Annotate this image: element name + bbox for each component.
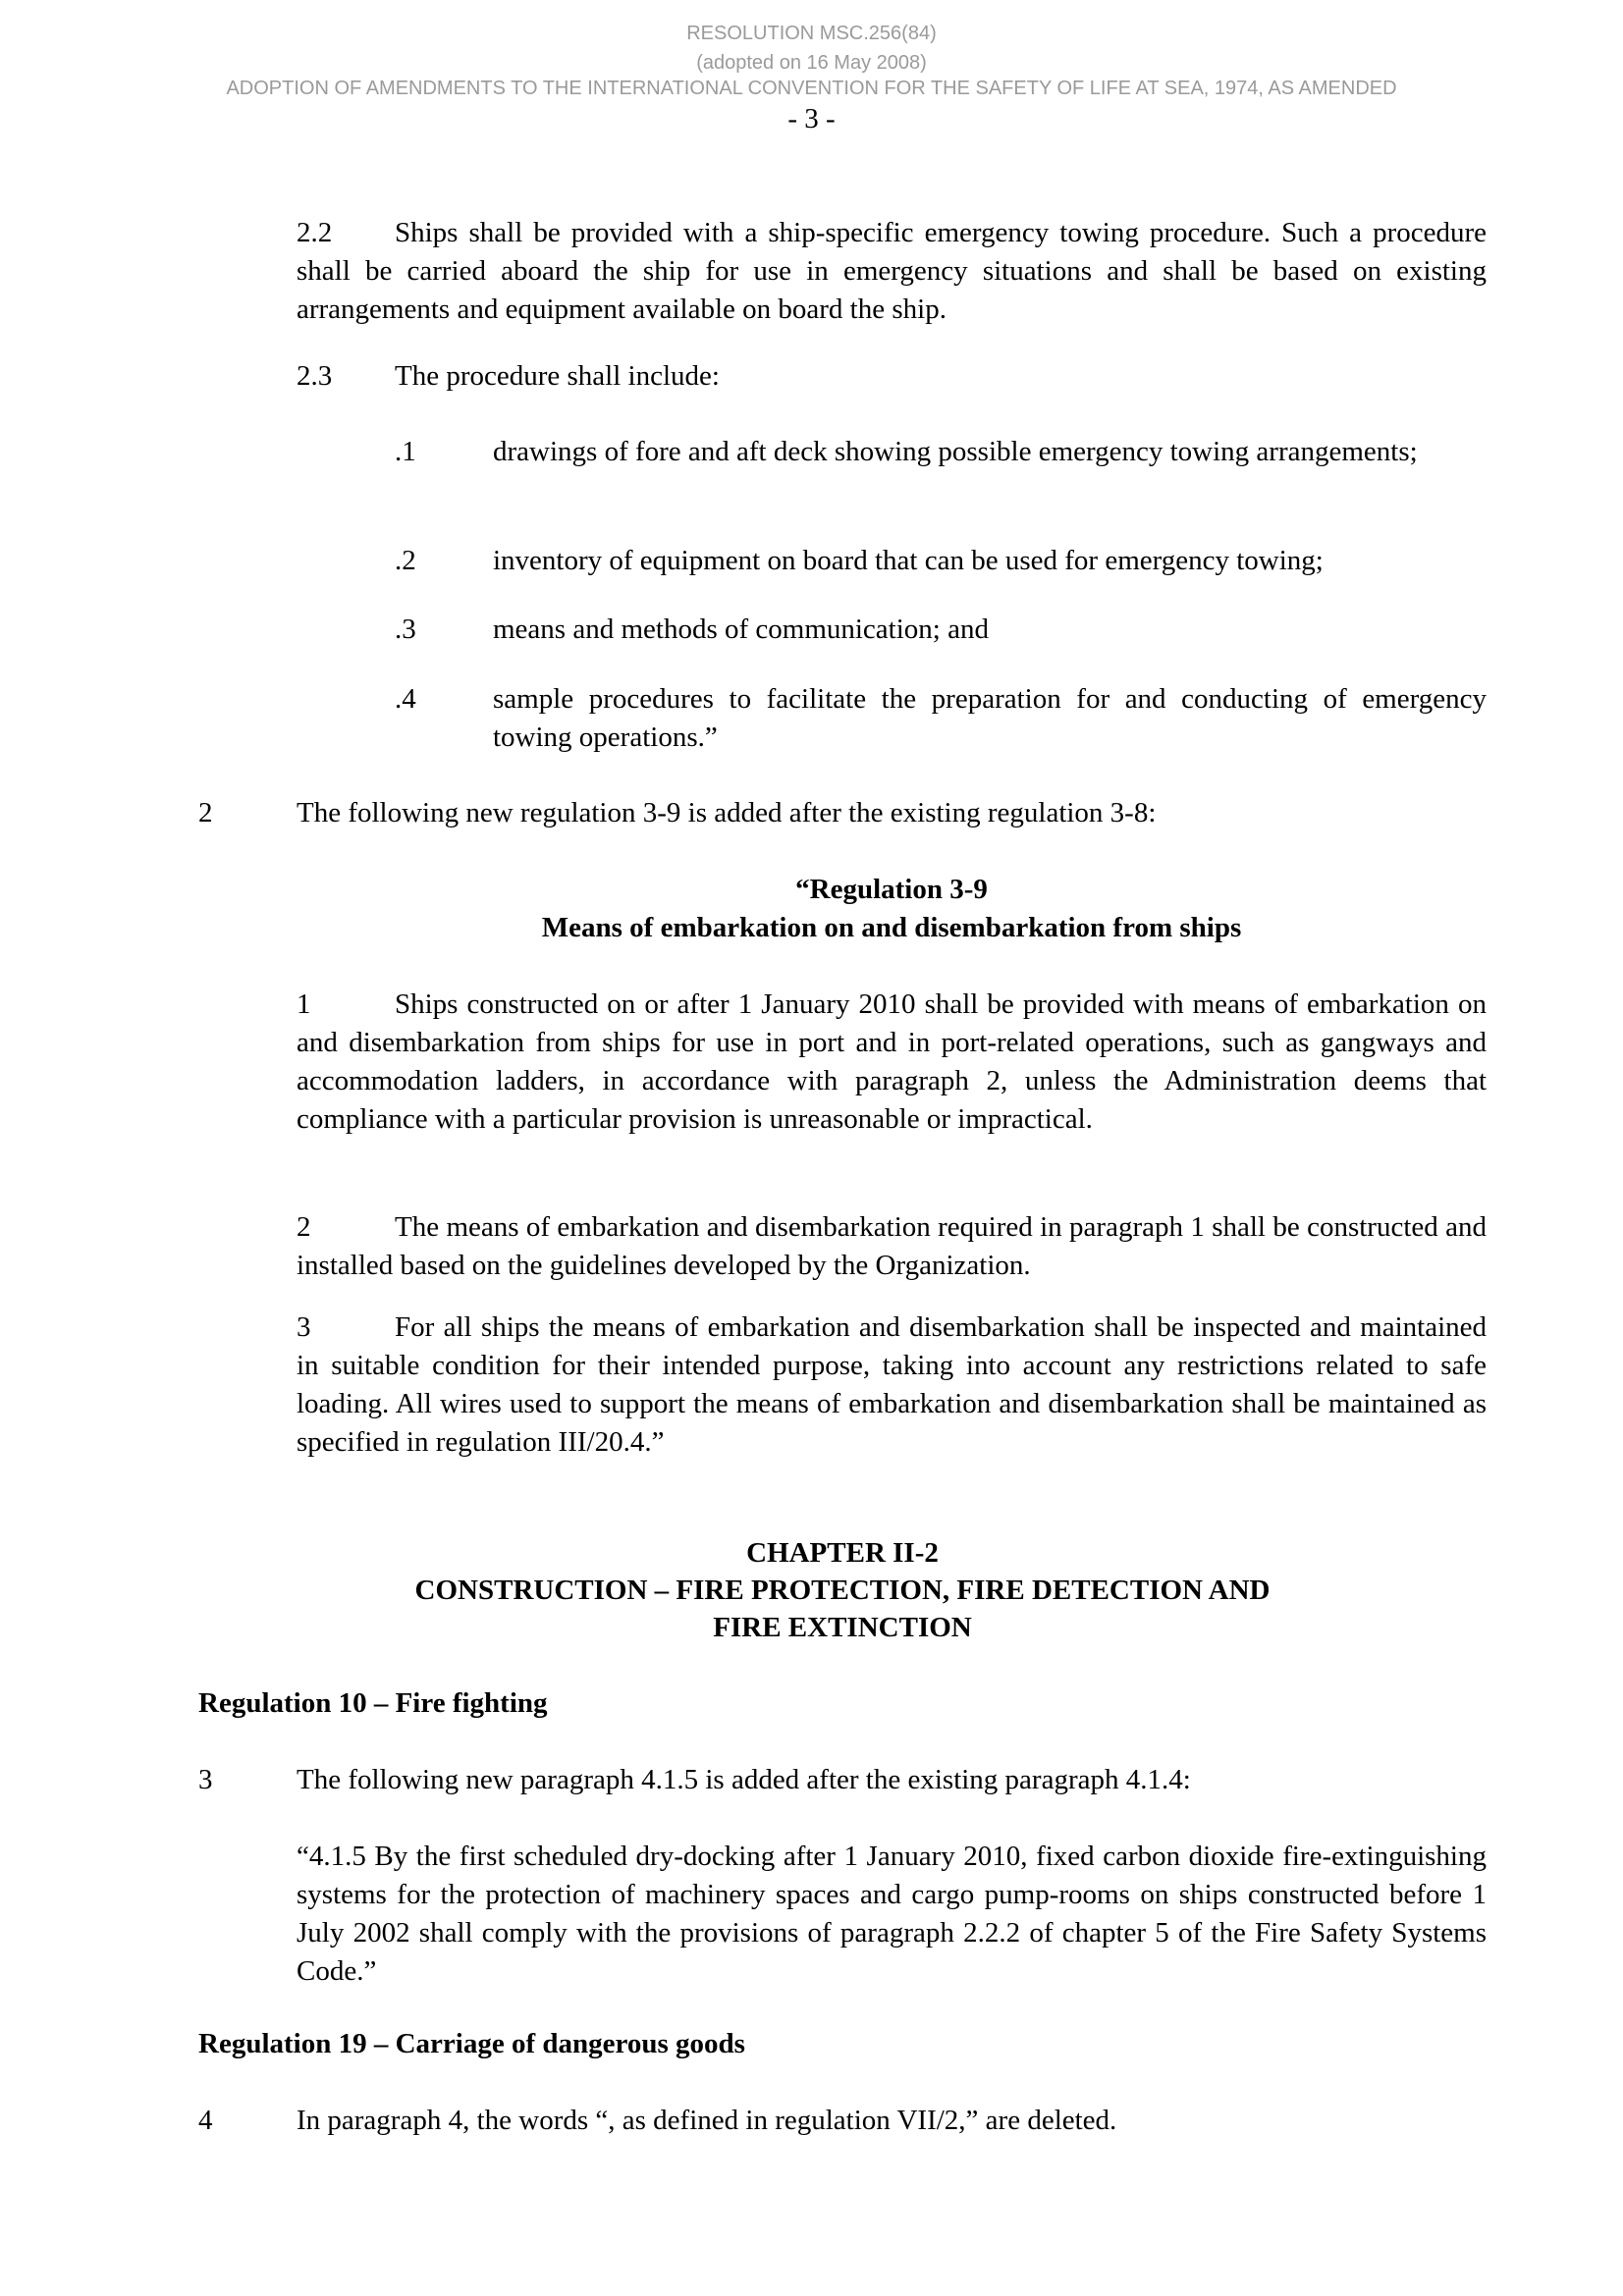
paragraph-text: Ships constructed on or after 1 January 2010 shall be provided with means of embarkation on and disembarkation from ships for use in port and in port-related operations, such as gangways and accommodation ladders, in accordance with paragraph 2, unless the Administration deems that compliance with a particular provision is unreasonable or impractical. (297, 988, 1487, 1135)
amendment-4 (198, 2102, 1487, 2140)
list-item-text: inventory of equipment on board that can be used for emergency towing; (493, 545, 1324, 576)
regulation-3-9-paragraph-2 (297, 1208, 1487, 1285)
regulation-3-9-subtitle: Means of embarkation on and disembarkation from ships (541, 912, 1242, 943)
paragraph-2-2 (297, 214, 1487, 329)
amendment-number: 3 (198, 1764, 213, 1795)
amendment-2 (198, 794, 1487, 832)
list-item-number: .1 (395, 436, 416, 467)
paragraph-number: 2.2 (297, 217, 333, 248)
header-resolution: RESOLUTION MSC.256(84) (686, 23, 937, 44)
list-item-number: .4 (395, 683, 416, 715)
paragraph-text: For all ships the means of embarkation and disembarkation shall be inspected and maintained in suitable condition for their intended purpose, taking into account any restrictions related to safe loading. All wires used to support the means of embarkation and disembarkation shall be maintained as specified in regulation III/20.4.” (297, 1311, 1487, 1458)
paragraph-number: 2 (297, 1211, 311, 1243)
list-item-text: drawings of fore and aft deck showing possible emergency towing arrangements; (493, 436, 1418, 467)
page-number: - 3 - (787, 103, 836, 134)
paragraph-2-3 (297, 357, 1487, 396)
paragraph-4-1-5-quote: “4.1.5 By the first scheduled dry-docking after 1 January 2010, fixed carbon dioxide fire-extinguishing systems for the protection of machinery spaces and cargo pump-rooms on ships constructed before 1 July 2002 shall comply with the provisions of paragraph 2.2.2 of chapter 5 of the Fire Safety Systems Code.” (297, 1841, 1487, 1987)
list-item (395, 680, 1487, 757)
list-item (395, 542, 1487, 580)
paragraph-text: The procedure shall include: (395, 360, 720, 392)
amendment-number: 4 (198, 2105, 213, 2136)
chapter-number: CHAPTER II-2 (746, 1537, 939, 1569)
regulation-3-9-paragraph-3 (297, 1308, 1487, 1462)
list-item-number: .2 (395, 545, 416, 576)
regulation-3-9-title: “Regulation 3-9 (795, 874, 988, 905)
list-item (395, 433, 1487, 471)
list-item-number: .3 (395, 614, 416, 645)
list-item-text: means and methods of communication; and (493, 614, 989, 645)
paragraph-number: 1 (297, 988, 311, 1020)
amendment-text: The following new paragraph 4.1.5 is added after the existing paragraph 4.1.4: (297, 1764, 1191, 1795)
paragraph-text: Ships shall be provided with a ship-specific emergency towing procedure. Such a procedure shall be carried aboard the ship for use in emergency situations and shall be based on existing arrangements and equipment available on board the ship. (297, 217, 1487, 325)
regulation-3-9-paragraph-1 (297, 986, 1487, 1139)
amendment-text: The following new regulation 3-9 is added after the existing regulation 3-8: (297, 797, 1157, 828)
amendment-text: In paragraph 4, the words “, as defined in regulation VII/2,” are deleted. (297, 2105, 1117, 2136)
paragraph-number: 2.3 (297, 360, 333, 392)
paragraph-text: The means of embarkation and disembarkation required in paragraph 1 shall be constructed and installed based on the guidelines developed by the Organization. (297, 1211, 1487, 1281)
list-item-text: sample procedures to facilitate the preparation for and conducting of emergency towing operations.” (493, 683, 1487, 753)
list-item (395, 611, 1487, 649)
amendment-3 (198, 1761, 1487, 1799)
regulation-19-heading: Regulation 19 – Carriage of dangerous goods (198, 2028, 745, 2059)
chapter-title-line-1: CONSTRUCTION – FIRE PROTECTION, FIRE DETECTION AND (414, 1575, 1271, 1606)
chapter-title-line-2: FIRE EXTINCTION (713, 1612, 972, 1643)
header-title: ADOPTION OF AMENDMENTS TO THE INTERNATIONAL CONVENTION FOR THE SAFETY OF LIFE AT SEA, 1974, AS AMENDED (226, 78, 1397, 99)
paragraph-number: 3 (297, 1311, 311, 1343)
amendment-number: 2 (198, 797, 213, 828)
header-adopted-date: (adopted on 16 May 2008) (696, 52, 927, 74)
regulation-10-heading: Regulation 10 – Fire fighting (198, 1687, 548, 1719)
